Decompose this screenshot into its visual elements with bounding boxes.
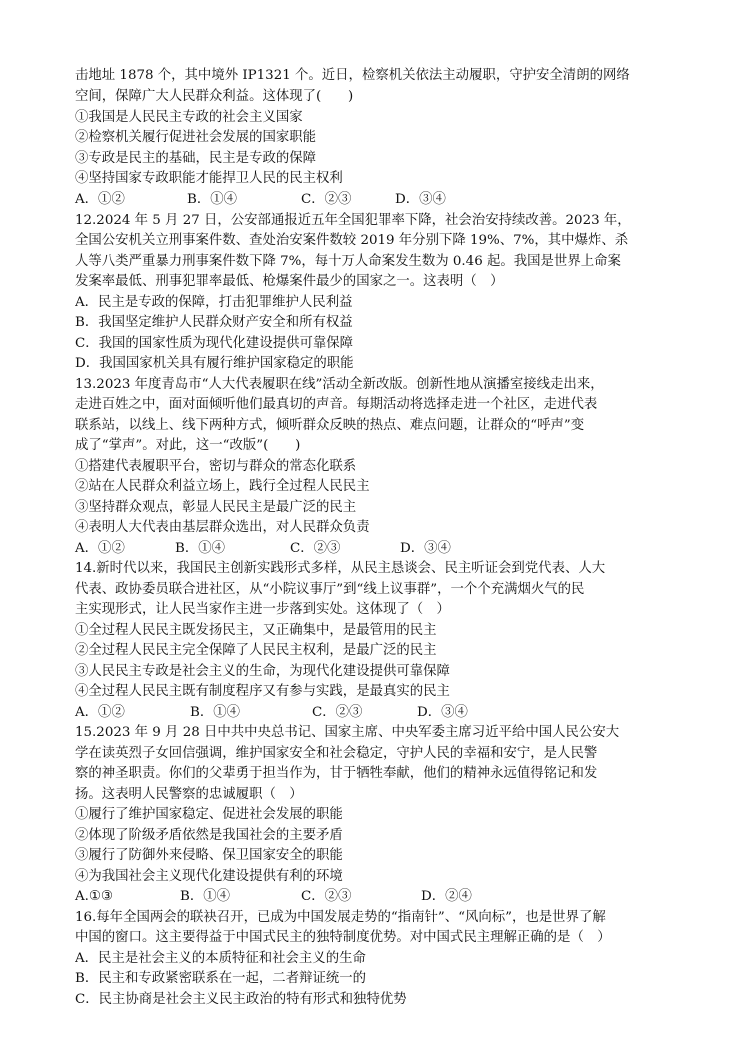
text-line: 15.2023 年 9 月 28 日中共中央总书记、国家主席、中央军委主席习近平给中国人民公安大	[75, 725, 620, 740]
answer-options	[75, 704, 715, 722]
text-line: 学在读英烈子女回信强调，维护国家安全和社会稳定，守护人民的幸福和安宁，是人民警	[75, 746, 598, 761]
text-line: 击地址 1878 个，其中境外 IP1321 个。近日，检察机关依法主动履职，守护安全清朗的网络	[75, 68, 630, 83]
text-line: 代表、政协委员联合进社区，从“小院议事厅”到“线上议事群”，一个个充满烟火气的民	[75, 582, 585, 597]
text-line: ①履行了维护国家稳定、促进社会发展的职能	[75, 807, 343, 822]
text-line: ①全过程人民民主既发扬民主，又正确集中，是最管用的民主	[75, 623, 437, 638]
text-line: C．民主协商是社会主义民主政治的特有形式和独特优势	[75, 992, 407, 1007]
text-line: C．我国的国家性质为现代化建设提供可靠保障	[75, 336, 354, 351]
text-line: 全国公安机关立刑事案件数、查处治安案件数较 2019 年分别下降 19%、7%，其中爆炸、杀	[75, 233, 629, 248]
option-a: A．①②	[75, 541, 125, 556]
option-c: C．②③	[301, 889, 352, 904]
option-a: A．①②	[75, 705, 125, 720]
text-line: A．民主是社会主义的本质特征和社会主义的生命	[75, 951, 366, 966]
text-line: ③专政是民主的基础，民主是专政的保障	[75, 151, 317, 166]
text-line: 13.2023 年度青岛市“人大代表履职在线”活动全新改版。创新性地从演播室接线走出来，	[75, 377, 604, 392]
text-line: 中国的窗口。这主要得益于中国式民主的独特制度优势。对中国式民主理解正确的是（ ）	[75, 930, 611, 945]
option-a: A．①②	[75, 192, 125, 207]
text-line: 走进百姓之中，面对面倾听他们最真切的声音。每期活动将选择走进一个社区，走进代表	[75, 397, 598, 412]
text-line: ④为我国社会主义现代化建设提供有利的环境	[75, 869, 343, 884]
option-d: D．③④	[400, 541, 451, 556]
text-line: 联系站，以线上、线下两种方式，倾听群众反映的热点、难点问题，让群众的“呼声”变	[75, 418, 585, 433]
text-line: ②检察机关履行促进社会发展的国家职能	[75, 130, 317, 145]
text-line: ④表明人大代表由基层群众选出，对人民群众负责	[75, 520, 370, 535]
text-line: ②站在人民群众利益立场上，践行全过程人民民主	[75, 479, 370, 494]
option-a: A.①③	[75, 889, 113, 904]
option-b: B．①④	[187, 192, 238, 207]
answer-options	[75, 540, 715, 558]
text-line: B．民主和专政紧密联系在一起，二者辩证统一的	[75, 971, 367, 986]
text-line: ②体现了阶级矛盾依然是我国社会的主要矛盾	[75, 828, 343, 843]
text-line: ②全过程人民民主完全保障了人民民主权利，是最广泛的民主	[75, 643, 437, 658]
option-c: C．②③	[312, 705, 363, 720]
text-line: 12.2024 年 5 月 27 日，公安部通报近五年全国犯罪率下降，社会治安持续改善。2023 年，	[75, 213, 631, 228]
text-line: 16.每年全国两会的联袂召开，已成为中国发展走势的“指南针”、“风向标”，也是世界了解	[75, 910, 606, 925]
text-line: D．我国国家机关具有履行维护国家稳定的职能	[75, 356, 354, 371]
text-line: 主实现形式，让人民当家作主进一步落到实处。这体现了（ ）	[75, 602, 450, 617]
option-c: C．②③	[290, 541, 341, 556]
text-line: ④坚持国家专政职能才能捍卫人民的民主权利	[75, 171, 343, 186]
text-line: ①我国是人民民主专政的社会主义国家	[75, 110, 303, 125]
text-line: 扬。这表明人民警察的忠诚履职（ ）	[75, 787, 303, 802]
option-c: C．②③	[301, 192, 352, 207]
answer-options	[75, 888, 715, 906]
text-line: B．我国坚定维护人民群众财产安全和所有权益	[75, 315, 353, 330]
option-b: B．①④	[190, 705, 241, 720]
text-line: 人等八类严重暴力刑事案件数下降 7%，每十万人命案发生数为 0.46 起。我国是世界上命案	[75, 254, 621, 269]
text-line: ③履行了防御外来侵略、保卫国家安全的职能	[75, 848, 343, 863]
option-d: D．③④	[417, 705, 468, 720]
text-line: ④全过程人民民主既有制度程序又有参与实践，是最真实的民主	[75, 684, 450, 699]
text-line: ③坚持群众观点，彰显人民民主是最广泛的民主	[75, 500, 357, 515]
option-d: D．②④	[421, 889, 472, 904]
answer-options	[75, 191, 715, 209]
text-line: 空间，保障广大人民群众利益。这体现了( )	[75, 89, 354, 104]
text-line: 发案率最低、刑事犯罪率最低、枪爆案件最少的国家之一。这表明（ ）	[75, 274, 504, 289]
text-line: ③人民民主专政是社会主义的生命，为现代化建设提供可靠保障	[75, 664, 450, 679]
text-line: A．民主是专政的保障，打击犯罪维护人民利益	[75, 295, 353, 310]
text-line: ①搭建代表履职平台，密切与群众的常态化联系	[75, 459, 357, 474]
text-line: 察的神圣职责。你们的父辈勇于担当作为，甘于牺牲奉献，他们的精神永远值得铭记和发	[75, 766, 598, 781]
option-d: D．③④	[395, 192, 446, 207]
text-line: 成了“掌声”。对此，这一“改版”( )	[75, 438, 301, 453]
option-b: B．①④	[180, 889, 231, 904]
text-line: 14.新时代以来，我国民主创新实践形式多样，从民主恳谈会、民主听证会到党代表、人大	[75, 561, 606, 576]
option-b: B．①④	[175, 541, 226, 556]
